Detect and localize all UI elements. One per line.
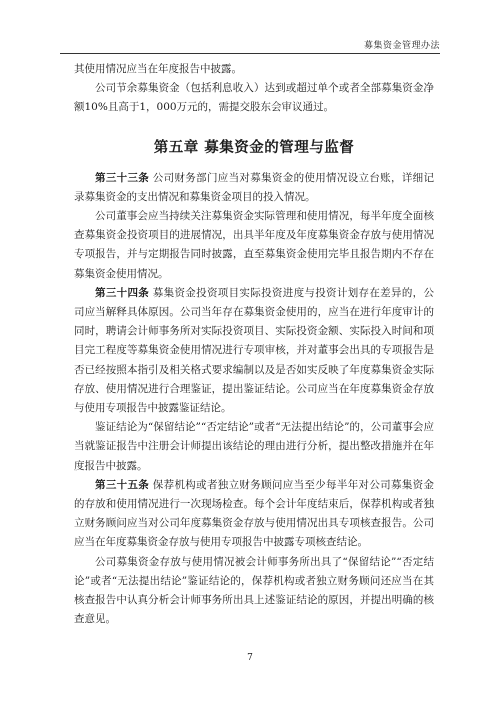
article-35 (74, 476, 434, 553)
article-35-text: 保荐机构或者独立财务顾问应当至少每半年对公司募集资金的存放和使用情况进行一次现场检查。每个会计年度结束后，保荐机构或者独立财务顾问应当对公司年度募集资金存放与使用情况出具专项核查报告。公司应当在年度募集资金存放与使用专项报告中披露专项核查结论。 (74, 478, 434, 549)
article-35-label: 第三十五条 (95, 478, 150, 491)
article-34-label: 第三十四条 (95, 286, 150, 299)
article-34-paragraph-2: 鉴证结论为“保留结论”“否定结论”或者“无法提出结论”的，公司董事会应当就鉴证报告中注册会计师提出该结论的理由进行分析，提出整改措施并在年度报告中披露。 (74, 421, 434, 472)
article-34 (74, 284, 434, 418)
article-33-label: 第三十三条 (95, 171, 150, 184)
document-body (74, 60, 434, 629)
paragraph-surplus-funds: 公司节余募集资金（包括利息收入）达到或超过单个或者全部募集资金净额10%且高于1，000万元的，需提交股东会审议通过。 (74, 82, 434, 114)
article-35-paragraph-2: 公司募集资金存放与使用情况被会计师事务所出具了“保留结论”“否定结论”或者“无法提出结论”鉴证结论的，保荐机构或者独立财务顾问还应当在其核查报告中认真分析会计师事务所出具上述鉴证结论的原因，并提出明确的核查意见。 (74, 555, 434, 626)
paragraph-continuation: 其使用情况应当在年度报告中披露。 (74, 63, 242, 75)
article-33-paragraph-2: 公司董事会应当持续关注募集资金实际管理和使用情况，每半年度全面核查募集资金投资项目的进展情况，出具半年度及年度募集资金存放与使用情况专项报告，并与定期报告同时披露，直至募集资金使用完毕且报告期内不存在募集资金使用情况。 (74, 210, 434, 280)
chapter-heading: 第五章 募集资金的管理与监督 (153, 139, 355, 156)
header-rule (60, 53, 440, 54)
article-33 (74, 169, 434, 207)
article-33-text: 公司财务部门应当对募集资金的使用情况设立台账，详细记录募集资金的支出情况和募集资金项目的投入情况。 (74, 171, 434, 203)
running-header: 募集资金管理办法 (363, 41, 440, 51)
article-34-text: 募集资金投资项目实际投资进度与投资计划存在差异的，公司应当解释具体原因。公司当年存在募集资金使用的，应当在进行年度审计的同时，聘请会计师事务所对实际投资项目、实际投资金额、实际投入时间和项目完工程度等募集资金使用情况进行专项审核，并对董事会出具的专项报告是否已经按照本指引及相关格式要求编制以及是否如实反映了年度募集资金实际存放、使用情况进行合理鉴证，提出鉴证结论。公司应当在年度募集资金存放与使用专项报告中披露鉴证结论。 (74, 286, 434, 415)
page-number: 7 (247, 653, 253, 663)
